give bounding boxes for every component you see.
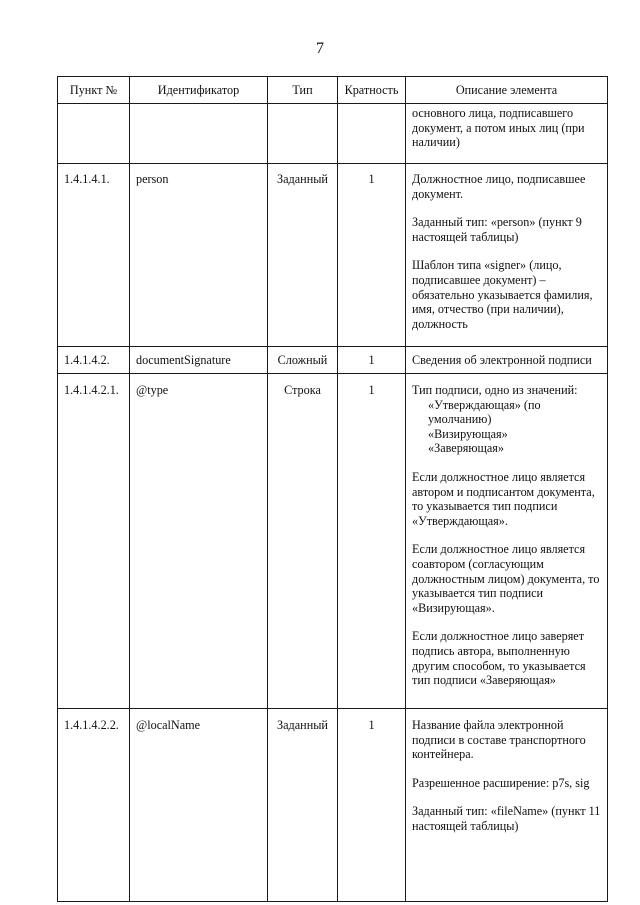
cell-desc [406, 164, 608, 347]
table-header-row [58, 77, 608, 104]
desc-paragraph: Сведения об электронной подписи [412, 353, 592, 367]
cell-num: 1.4.1.4.1. [58, 164, 130, 347]
header-desc: Описание элемента [406, 77, 608, 104]
cell-id: @type [130, 374, 268, 709]
cell-desc [406, 374, 608, 709]
desc-paragraph: Если должностное лицо является соавтором (согласующим должностным лицом) документа, то указывается тип подписи «Визирующая». [412, 542, 600, 615]
header-type: Тип [268, 77, 338, 104]
cell-desc [406, 709, 608, 902]
table-row [58, 164, 608, 347]
header-mult: Кратность [338, 77, 406, 104]
desc-paragraph: Должностное лицо, подписавшее документ. [412, 172, 586, 201]
cell-desc [406, 104, 608, 164]
cell-id: person [130, 164, 268, 347]
desc-paragraph: Название файла электронной подписи в составе транспортного контейнера. [412, 718, 586, 762]
cell-num: 1.4.1.4.2. [58, 347, 130, 374]
cell-type: Сложный [268, 347, 338, 374]
cell-mult: 1 [338, 164, 406, 347]
desc-paragraph: Заданный тип: «person» (пункт 9 настоящей таблицы) [412, 215, 582, 244]
header-num: Пункт № [58, 77, 130, 104]
table-row [58, 374, 608, 709]
cell-mult: 1 [338, 347, 406, 374]
desc-paragraph: Шаблон типа «signer» (лицо, подписавшее документ) – обязательно указывается фамилия, имя, отчество (при наличии), должность [412, 258, 593, 331]
cell-mult [338, 104, 406, 164]
cell-id [130, 104, 268, 164]
element-spec-table [57, 76, 608, 902]
cell-type: Заданный [268, 709, 338, 902]
cell-mult: 1 [338, 374, 406, 709]
desc-intro: Тип подписи, одно из значений: [412, 383, 578, 397]
cell-num [58, 104, 130, 164]
cell-mult: 1 [338, 709, 406, 902]
page-number: 7 [316, 40, 324, 57]
table-row [58, 347, 608, 374]
cell-type: Строка [268, 374, 338, 709]
desc-paragraph: Если должностное лицо заверяет подпись автора, выполненную другим способом, то указывается тип подписи «Заверяющая» [412, 629, 586, 688]
desc-paragraph: основного лица, подписавшего документ, а потом иных лиц (при наличии) [412, 106, 585, 150]
desc-paragraph: Если должностное лицо является автором и подписантом документа, то указывается тип подписи «Утверждающая». [412, 469, 595, 528]
desc-value: «Утверждающая» (по умолчанию) [428, 397, 541, 427]
desc-value-list [412, 383, 601, 456]
desc-value: «Заверяющая» [428, 441, 504, 456]
cell-id: documentSignature [130, 347, 268, 374]
cell-type: Заданный [268, 164, 338, 347]
header-id: Идентификатор [130, 77, 268, 104]
table-row [58, 104, 608, 164]
cell-desc [406, 347, 608, 374]
cell-num: 1.4.1.4.2.1. [58, 374, 130, 709]
cell-id: @localName [130, 709, 268, 902]
table-row [58, 709, 608, 902]
desc-value: «Визирующая» [428, 426, 508, 441]
cell-type [268, 104, 338, 164]
desc-paragraph: Заданный тип: «fileName» (пункт 11 настоящей таблицы) [412, 804, 601, 833]
cell-num: 1.4.1.4.2.2. [58, 709, 130, 902]
desc-paragraph: Разрешенное расширение: p7s, sig [412, 775, 590, 790]
